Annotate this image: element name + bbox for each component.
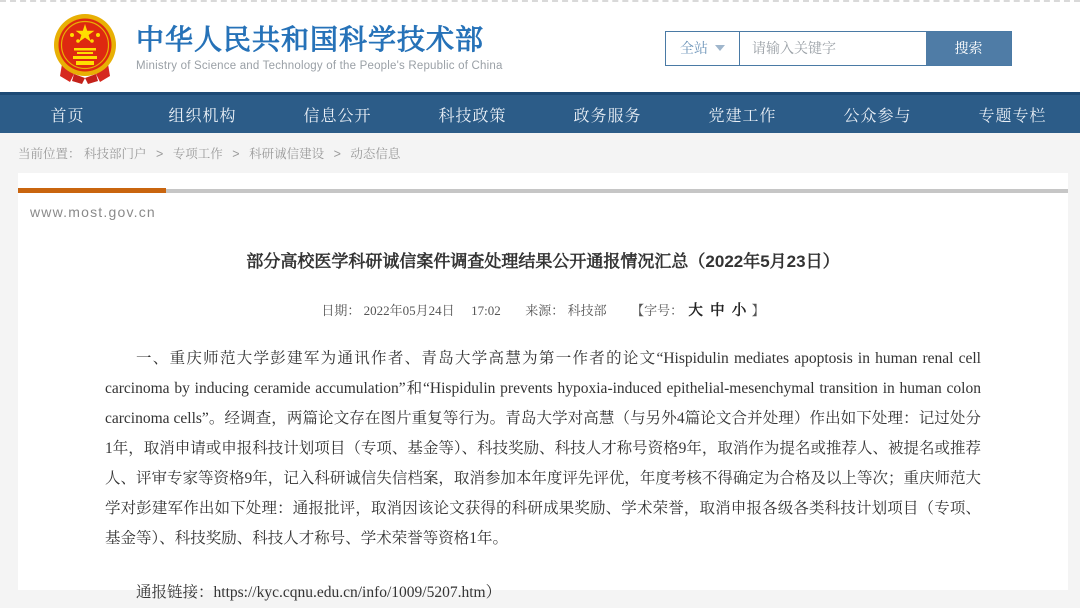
date-label: 日期： [321, 303, 361, 318]
search-input[interactable] [740, 32, 926, 65]
breadcrumb-separator: > [232, 147, 240, 161]
site-title-block [136, 24, 503, 72]
article-paragraph: 一、重庆师范大学彭建军为通讯作者、青岛大学高慧为第一作者的论文“Hispidulin mediates apoptosis in human renal cell carcinoma by inducing ceramide accumulation”和“Hispidulin prevents hypoxia-induced epithelial-mesenchymal transition in human colon carcinoma cells”。经调查，两篇论文存在图片重复等行为。青岛大学对高慧（与另外4篇论文合并处理）作出如下处理：记过处分1年，取消申请或申报科技计划项目（专项、基金等）、科技奖励、科技人才称号资格9年，取消作为提名或推荐人、被提名或推荐人、评审专家等资格9年，记入科研诚信失信档案，取消参加本年度评先评优，年度考核不得确定为合格及以上等次；重庆师范大学对彭建军作出如下处理：通报批评，取消因该论文获得的科研成果奖励、学术荣誉，取消申报各级各类科技计划项目（专项、基金等）、科技奖励、科技人才称号、学术荣誉等资格1年。 [105, 350, 981, 547]
article-title: 部分高校医学科研诚信案件调查处理结果公开通报情况汇总（2022年5月23日） [246, 252, 840, 271]
section-rule [18, 188, 1068, 193]
breadcrumb-separator: > [333, 147, 341, 161]
breadcrumb-prefix: 当前位置： [18, 147, 81, 161]
font-size-small-button[interactable]: 小 [731, 303, 747, 319]
report-link-url[interactable]: https://kyc.cqnu.edu.cn/info/1009/5207.htm） [213, 584, 502, 601]
article-date: 2022年05月24日 [363, 303, 455, 318]
search-scope-select[interactable] [666, 32, 740, 65]
breadcrumb-item-portal[interactable]: 科技部门户 [84, 147, 147, 161]
section-rule-accent [18, 188, 166, 193]
breadcrumb-item-integrity[interactable]: 科研诚信建设 [249, 147, 325, 161]
breadcrumb-separator: > [156, 147, 164, 161]
breadcrumb [0, 133, 1080, 173]
article-body [105, 344, 981, 608]
nav-item-organization[interactable]: 组织机构 [168, 107, 237, 125]
main-nav [0, 92, 1080, 133]
article-source: 科技部 [567, 303, 607, 318]
national-emblem-logo [52, 12, 118, 84]
section-rule-track [166, 189, 1068, 193]
source-label: 来源： [525, 303, 565, 318]
article-card [18, 173, 1068, 601]
nav-item-gov-services[interactable]: 政务服务 [573, 107, 642, 125]
font-size-label: 【字号： [631, 303, 684, 318]
nav-item-sci-policy[interactable]: 科技政策 [438, 107, 507, 125]
search-bar [665, 31, 1012, 66]
article-time: 17:02 [471, 303, 501, 318]
font-size-medium-button[interactable]: 中 [710, 303, 725, 319]
site-title: 中华人民共和国科学技术部 [136, 24, 485, 55]
nav-item-home[interactable]: 首页 [50, 107, 85, 125]
breadcrumb-item-news[interactable]: 动态信息 [350, 147, 401, 161]
breadcrumb-item-special-work[interactable]: 专项工作 [172, 147, 223, 161]
site-url-text: www.most.gov.cn [30, 204, 156, 220]
nav-item-party-building[interactable]: 党建工作 [708, 107, 777, 125]
report-link-line [105, 578, 981, 608]
nav-item-info-disclosure[interactable]: 信息公开 [303, 107, 372, 125]
chevron-down-icon [715, 45, 725, 51]
article-meta [18, 299, 1068, 320]
search-scope-label: 全站 [680, 40, 708, 56]
font-size-suffix: 】 [751, 303, 765, 318]
site-header [0, 4, 1080, 92]
report-link-label: 通报链接： [136, 584, 214, 601]
font-size-large-button[interactable]: 大 [688, 303, 703, 319]
nav-item-public-participation[interactable]: 公众参与 [843, 107, 912, 125]
search-button[interactable]: 搜索 [926, 32, 1011, 65]
nav-item-special-topics[interactable]: 专题专栏 [978, 107, 1047, 125]
site-subtitle: Ministry of Science and Technology of the People's Republic of China [136, 60, 503, 72]
